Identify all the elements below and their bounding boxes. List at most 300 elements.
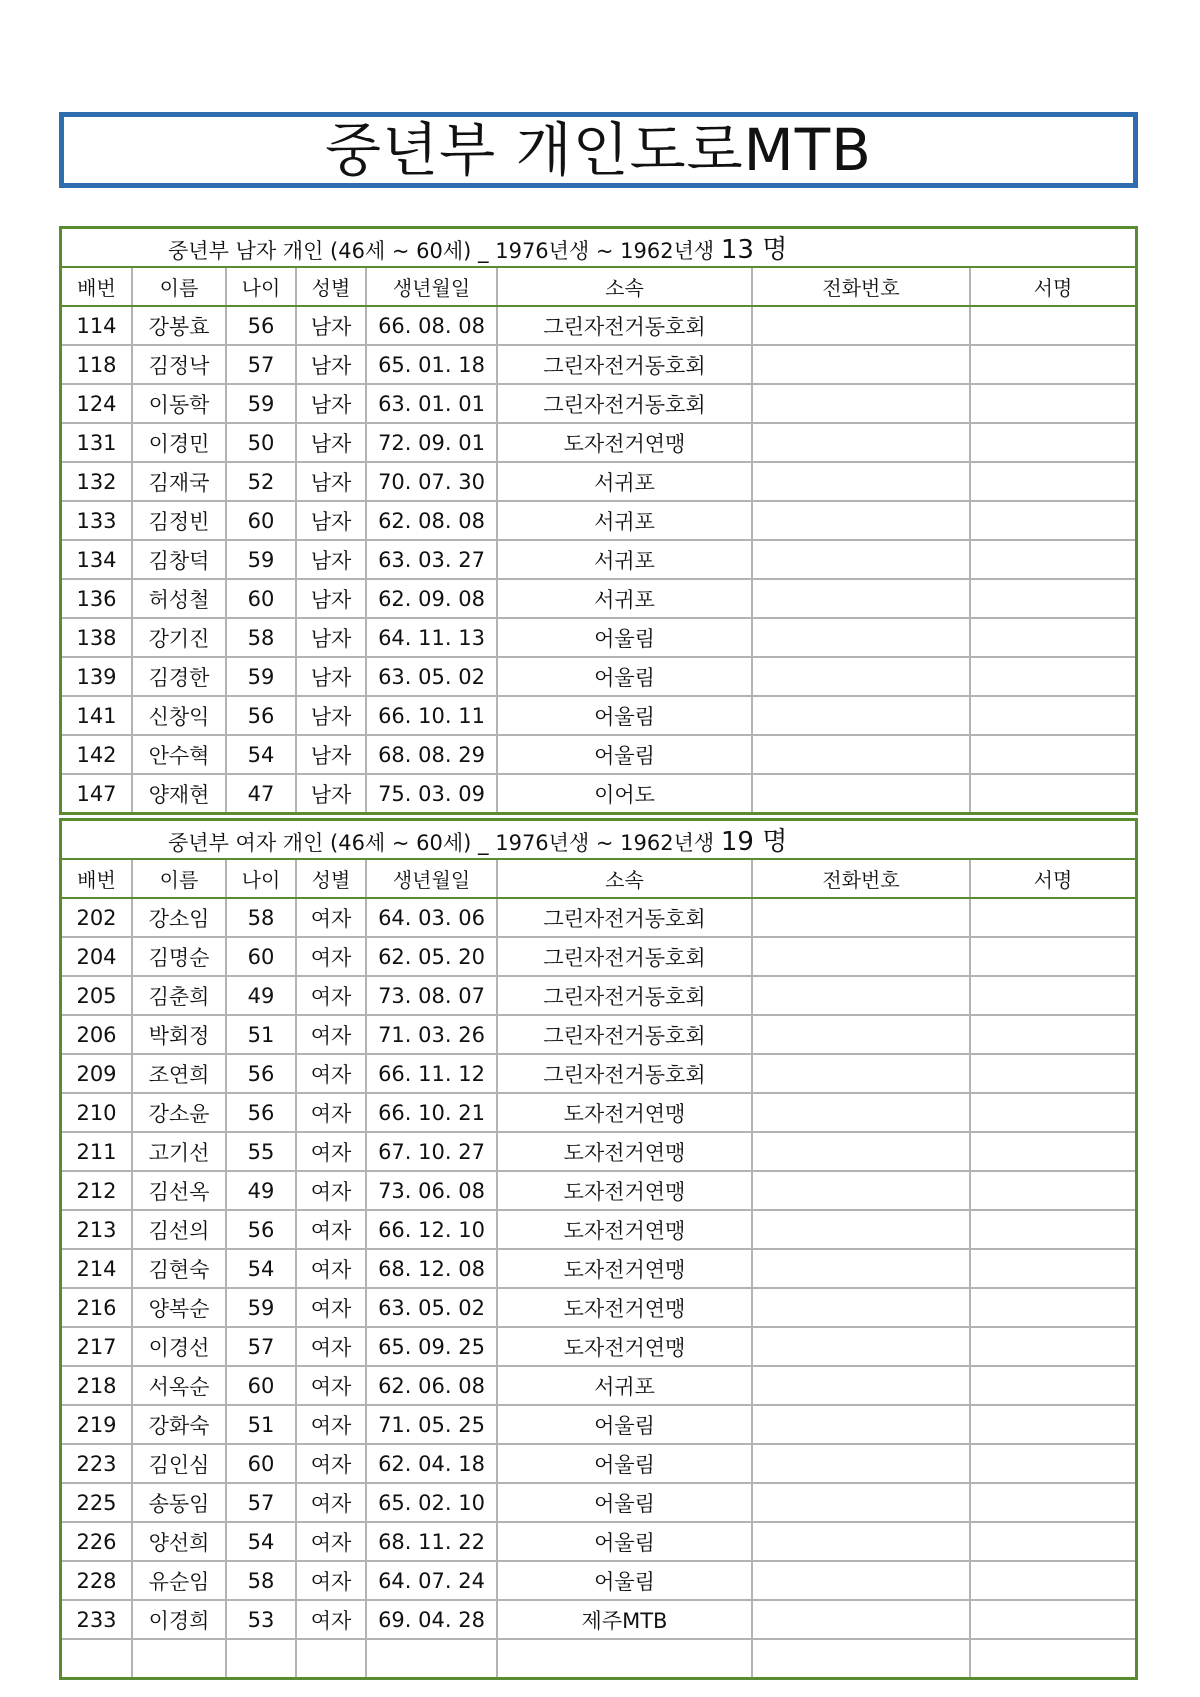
bib-cell: 136 (62, 579, 132, 618)
birthdate-cell: 75. 03. 09 (366, 774, 497, 812)
name-cell: 이동학 (132, 384, 226, 423)
name-cell: 김재국 (132, 462, 226, 501)
age-cell: 50 (226, 423, 296, 462)
phone-cell[interactable] (752, 1639, 970, 1677)
name-cell: 양선희 (132, 1522, 226, 1561)
birthdate-cell: 62. 09. 08 (366, 579, 497, 618)
gender-cell: 여자 (296, 1054, 366, 1093)
table-row (62, 735, 1135, 774)
gender-cell: 여자 (296, 1249, 366, 1288)
name-cell: 김현숙 (132, 1249, 226, 1288)
phone-cell[interactable] (752, 1444, 970, 1483)
age-cell: 49 (226, 1171, 296, 1210)
name-cell (132, 1639, 226, 1677)
age-cell: 51 (226, 1405, 296, 1444)
name-cell: 김정빈 (132, 501, 226, 540)
birthdate-cell: 63. 05. 02 (366, 657, 497, 696)
age-cell: 51 (226, 1015, 296, 1054)
phone-cell[interactable] (752, 462, 970, 501)
affiliation-cell: 서귀포 (497, 462, 752, 501)
signature-cell[interactable] (970, 1561, 1135, 1600)
men-table (59, 226, 1138, 815)
signature-cell[interactable] (970, 345, 1135, 384)
bib-cell: 218 (62, 1366, 132, 1405)
signature-cell[interactable] (970, 1171, 1135, 1210)
signature-cell[interactable] (970, 384, 1135, 423)
men-caption-text: 중년부 남자 개인 (46세 ~ 60세) _ 1976년생 ~ 1962년생 (168, 239, 715, 263)
table-row (62, 937, 1135, 976)
affiliation-cell: 그린자전거동호회 (497, 345, 752, 384)
name-cell: 안수혁 (132, 735, 226, 774)
table-row (62, 1522, 1135, 1561)
signature-cell[interactable] (970, 976, 1135, 1015)
birthdate-cell: 68. 08. 29 (366, 735, 497, 774)
name-cell: 송동임 (132, 1483, 226, 1522)
bib-cell: 124 (62, 384, 132, 423)
phone-cell[interactable] (752, 1483, 970, 1522)
phone-cell[interactable] (752, 423, 970, 462)
affiliation-cell: 도자전거연맹 (497, 1288, 752, 1327)
phone-cell[interactable] (752, 1132, 970, 1171)
gender-cell (296, 1639, 366, 1677)
affiliation-cell: 어울림 (497, 1522, 752, 1561)
table-row (62, 1210, 1135, 1249)
bib-cell: 139 (62, 657, 132, 696)
age-cell: 60 (226, 1366, 296, 1405)
bib-cell: 114 (62, 306, 132, 345)
name-cell: 김정낙 (132, 345, 226, 384)
phone-cell[interactable] (752, 1054, 970, 1093)
column-header-signature: 서명 (970, 859, 1135, 898)
affiliation-cell: 도자전거연맹 (497, 1327, 752, 1366)
signature-cell[interactable] (970, 657, 1135, 696)
name-cell: 박회정 (132, 1015, 226, 1054)
column-header-birthdate: 생년월일 (366, 859, 497, 898)
bib-cell (62, 1639, 132, 1677)
bib-cell: 133 (62, 501, 132, 540)
table-row (62, 1288, 1135, 1327)
column-header-age: 나이 (226, 859, 296, 898)
gender-cell: 남자 (296, 579, 366, 618)
signature-cell[interactable] (970, 1210, 1135, 1249)
phone-cell[interactable] (752, 696, 970, 735)
bib-cell: 223 (62, 1444, 132, 1483)
name-cell: 강봉효 (132, 306, 226, 345)
affiliation-cell: 어울림 (497, 1483, 752, 1522)
column-header-name: 이름 (132, 267, 226, 306)
bib-cell: 202 (62, 898, 132, 937)
affiliation-cell: 그린자전거동호회 (497, 937, 752, 976)
age-cell (226, 1639, 296, 1677)
birthdate-cell: 73. 06. 08 (366, 1171, 497, 1210)
gender-cell: 여자 (296, 976, 366, 1015)
phone-cell[interactable] (752, 1522, 970, 1561)
women-header-row (62, 859, 1135, 898)
age-cell: 59 (226, 657, 296, 696)
bib-cell: 134 (62, 540, 132, 579)
signature-cell[interactable] (970, 1015, 1135, 1054)
birthdate-cell: 64. 03. 06 (366, 898, 497, 937)
birthdate-cell: 64. 11. 13 (366, 618, 497, 657)
affiliation-cell: 그린자전거동호회 (497, 1015, 752, 1054)
affiliation-cell: 어울림 (497, 1444, 752, 1483)
name-cell: 조연희 (132, 1054, 226, 1093)
age-cell: 58 (226, 1561, 296, 1600)
gender-cell: 여자 (296, 1366, 366, 1405)
column-header-signature: 서명 (970, 267, 1135, 306)
name-cell: 서옥순 (132, 1366, 226, 1405)
birthdate-cell: 72. 09. 01 (366, 423, 497, 462)
column-header-birthdate: 생년월일 (366, 267, 497, 306)
birthdate-cell: 66. 08. 08 (366, 306, 497, 345)
birthdate-cell: 66. 12. 10 (366, 1210, 497, 1249)
gender-cell: 남자 (296, 735, 366, 774)
signature-cell[interactable] (970, 1093, 1135, 1132)
birthdate-cell: 63. 05. 02 (366, 1288, 497, 1327)
signature-cell[interactable] (970, 1483, 1135, 1522)
signature-cell[interactable] (970, 1639, 1135, 1677)
affiliation-cell: 서귀포 (497, 501, 752, 540)
bib-cell: 138 (62, 618, 132, 657)
table-row (62, 306, 1135, 345)
phone-cell[interactable] (752, 306, 970, 345)
bib-cell: 142 (62, 735, 132, 774)
age-cell: 59 (226, 1288, 296, 1327)
age-cell: 54 (226, 1522, 296, 1561)
signature-cell[interactable] (970, 618, 1135, 657)
gender-cell: 여자 (296, 1483, 366, 1522)
name-cell: 양재현 (132, 774, 226, 812)
gender-cell: 여자 (296, 1093, 366, 1132)
birthdate-cell: 68. 12. 08 (366, 1249, 497, 1288)
name-cell: 신창익 (132, 696, 226, 735)
gender-cell: 여자 (296, 1132, 366, 1171)
phone-cell[interactable] (752, 1210, 970, 1249)
age-cell: 56 (226, 306, 296, 345)
table-row (62, 1327, 1135, 1366)
gender-cell: 여자 (296, 898, 366, 937)
phone-cell[interactable] (752, 1600, 970, 1639)
bib-cell: 233 (62, 1600, 132, 1639)
birthdate-cell: 62. 04. 18 (366, 1444, 497, 1483)
age-cell: 60 (226, 1444, 296, 1483)
table-row (62, 1171, 1135, 1210)
phone-cell[interactable] (752, 1249, 970, 1288)
women-table (59, 818, 1138, 1680)
table-row (62, 1639, 1135, 1677)
age-cell: 56 (226, 1093, 296, 1132)
phone-cell[interactable] (752, 579, 970, 618)
birthdate-cell: 67. 10. 27 (366, 1132, 497, 1171)
phone-cell[interactable] (752, 501, 970, 540)
age-cell: 49 (226, 976, 296, 1015)
age-cell: 58 (226, 898, 296, 937)
phone-cell[interactable] (752, 1327, 970, 1366)
phone-cell[interactable] (752, 735, 970, 774)
name-cell: 이경선 (132, 1327, 226, 1366)
bib-cell: 226 (62, 1522, 132, 1561)
column-header-age: 나이 (226, 267, 296, 306)
age-cell: 54 (226, 735, 296, 774)
bib-cell: 132 (62, 462, 132, 501)
gender-cell: 남자 (296, 423, 366, 462)
table-row (62, 1132, 1135, 1171)
signature-cell[interactable] (970, 1522, 1135, 1561)
column-header-bib: 배번 (62, 859, 132, 898)
name-cell: 이경희 (132, 1600, 226, 1639)
affiliation-cell: 어울림 (497, 735, 752, 774)
gender-cell: 남자 (296, 345, 366, 384)
phone-cell[interactable] (752, 657, 970, 696)
bib-cell: 228 (62, 1561, 132, 1600)
birthdate-cell: 66. 10. 21 (366, 1093, 497, 1132)
signature-cell[interactable] (970, 898, 1135, 937)
age-cell: 57 (226, 1483, 296, 1522)
name-cell: 허성철 (132, 579, 226, 618)
phone-cell[interactable] (752, 976, 970, 1015)
age-cell: 47 (226, 774, 296, 812)
signature-cell[interactable] (970, 423, 1135, 462)
phone-cell[interactable] (752, 540, 970, 579)
name-cell: 강소윤 (132, 1093, 226, 1132)
birthdate-cell: 65. 01. 18 (366, 345, 497, 384)
birthdate-cell: 71. 03. 26 (366, 1015, 497, 1054)
bib-cell: 141 (62, 696, 132, 735)
gender-cell: 여자 (296, 1600, 366, 1639)
gender-cell: 여자 (296, 1288, 366, 1327)
phone-cell[interactable] (752, 1171, 970, 1210)
gender-cell: 여자 (296, 1561, 366, 1600)
bib-cell: 219 (62, 1405, 132, 1444)
affiliation-cell: 어울림 (497, 657, 752, 696)
birthdate-cell: 62. 05. 20 (366, 937, 497, 976)
affiliation-cell: 어울림 (497, 1405, 752, 1444)
name-cell: 강소임 (132, 898, 226, 937)
column-header-gender: 성별 (296, 267, 366, 306)
men-caption-row (62, 229, 1135, 267)
phone-cell[interactable] (752, 774, 970, 812)
name-cell: 김선의 (132, 1210, 226, 1249)
signature-cell[interactable] (970, 1327, 1135, 1366)
signature-cell[interactable] (970, 1288, 1135, 1327)
name-cell: 이경민 (132, 423, 226, 462)
phone-cell[interactable] (752, 384, 970, 423)
gender-cell: 여자 (296, 937, 366, 976)
name-cell: 김인심 (132, 1444, 226, 1483)
bib-cell: 213 (62, 1210, 132, 1249)
age-cell: 56 (226, 1210, 296, 1249)
signature-cell[interactable] (970, 937, 1135, 976)
age-cell: 57 (226, 1327, 296, 1366)
table-row (62, 1561, 1135, 1600)
affiliation-cell: 그린자전거동호회 (497, 306, 752, 345)
age-cell: 52 (226, 462, 296, 501)
table-row (62, 1015, 1135, 1054)
bib-cell: 217 (62, 1327, 132, 1366)
age-cell: 55 (226, 1132, 296, 1171)
table-row (62, 1600, 1135, 1639)
affiliation-cell: 그린자전거동호회 (497, 898, 752, 937)
gender-cell: 남자 (296, 774, 366, 812)
signature-cell[interactable] (970, 579, 1135, 618)
birthdate-cell: 65. 02. 10 (366, 1483, 497, 1522)
women-count: 19 명 (720, 827, 788, 857)
bib-cell: 209 (62, 1054, 132, 1093)
signature-cell[interactable] (970, 1444, 1135, 1483)
column-header-affiliation: 소속 (497, 267, 752, 306)
column-header-gender: 성별 (296, 859, 366, 898)
affiliation-cell: 제주MTB (497, 1600, 752, 1639)
table-row (62, 1249, 1135, 1288)
affiliation-cell: 그린자전거동호회 (497, 1054, 752, 1093)
affiliation-cell: 도자전거연맹 (497, 423, 752, 462)
table-row (62, 1444, 1135, 1483)
table-row (62, 696, 1135, 735)
age-cell: 60 (226, 937, 296, 976)
gender-cell: 여자 (296, 1522, 366, 1561)
women-tbody (62, 821, 1135, 1677)
signature-cell[interactable] (970, 1405, 1135, 1444)
gender-cell: 남자 (296, 540, 366, 579)
table-row (62, 540, 1135, 579)
column-header-bib: 배번 (62, 267, 132, 306)
birthdate-cell: 65. 09. 25 (366, 1327, 497, 1366)
table-row (62, 898, 1135, 937)
table-row (62, 1405, 1135, 1444)
table-row (62, 579, 1135, 618)
bib-cell: 204 (62, 937, 132, 976)
table-row (62, 1366, 1135, 1405)
phone-cell[interactable] (752, 345, 970, 384)
phone-cell[interactable] (752, 937, 970, 976)
signature-cell[interactable] (970, 1366, 1135, 1405)
name-cell: 강기진 (132, 618, 226, 657)
women-caption (62, 821, 1135, 859)
table-row (62, 657, 1135, 696)
gender-cell: 여자 (296, 1405, 366, 1444)
birthdate-cell: 66. 10. 11 (366, 696, 497, 735)
phone-cell[interactable] (752, 1288, 970, 1327)
affiliation-cell: 도자전거연맹 (497, 1093, 752, 1132)
birthdate-cell: 62. 06. 08 (366, 1366, 497, 1405)
gender-cell: 남자 (296, 462, 366, 501)
affiliation-cell: 그린자전거동호회 (497, 976, 752, 1015)
birthdate-cell: 70. 07. 30 (366, 462, 497, 501)
men-tbody (62, 229, 1135, 812)
gender-cell: 남자 (296, 618, 366, 657)
column-header-phone: 전화번호 (752, 859, 970, 898)
affiliation-cell: 어울림 (497, 696, 752, 735)
age-cell: 59 (226, 540, 296, 579)
table-row (62, 774, 1135, 812)
table-row (62, 501, 1135, 540)
age-cell: 59 (226, 384, 296, 423)
birthdate-cell: 69. 04. 28 (366, 1600, 497, 1639)
birthdate-cell: 66. 11. 12 (366, 1054, 497, 1093)
phone-cell[interactable] (752, 618, 970, 657)
signature-cell[interactable] (970, 1132, 1135, 1171)
page-title: 중년부 개인도로MTB (325, 116, 872, 184)
bib-cell: 210 (62, 1093, 132, 1132)
name-cell: 김명순 (132, 937, 226, 976)
birthdate-cell: 63. 01. 01 (366, 384, 497, 423)
signature-cell[interactable] (970, 735, 1135, 774)
birthdate-cell: 63. 03. 27 (366, 540, 497, 579)
column-header-affiliation: 소속 (497, 859, 752, 898)
gender-cell: 남자 (296, 657, 366, 696)
signature-cell[interactable] (970, 462, 1135, 501)
gender-cell: 남자 (296, 384, 366, 423)
phone-cell[interactable] (752, 1093, 970, 1132)
table-row (62, 1483, 1135, 1522)
signature-cell[interactable] (970, 501, 1135, 540)
gender-cell: 여자 (296, 1210, 366, 1249)
women-caption-row (62, 821, 1135, 859)
age-cell: 60 (226, 579, 296, 618)
phone-cell[interactable] (752, 1366, 970, 1405)
name-cell: 김창덕 (132, 540, 226, 579)
age-cell: 56 (226, 1054, 296, 1093)
signature-cell[interactable] (970, 1249, 1135, 1288)
table-row (62, 462, 1135, 501)
gender-cell: 여자 (296, 1327, 366, 1366)
bib-cell: 216 (62, 1288, 132, 1327)
bib-cell: 225 (62, 1483, 132, 1522)
affiliation-cell: 그린자전거동호회 (497, 384, 752, 423)
signature-cell[interactable] (970, 1054, 1135, 1093)
affiliation-cell: 서귀포 (497, 579, 752, 618)
bib-cell: 118 (62, 345, 132, 384)
age-cell: 53 (226, 1600, 296, 1639)
bib-cell: 212 (62, 1171, 132, 1210)
phone-cell[interactable] (752, 1015, 970, 1054)
birthdate-cell: 68. 11. 22 (366, 1522, 497, 1561)
signature-cell[interactable] (970, 696, 1135, 735)
signature-cell[interactable] (970, 540, 1135, 579)
signature-cell[interactable] (970, 306, 1135, 345)
name-cell: 김경한 (132, 657, 226, 696)
signature-cell[interactable] (970, 774, 1135, 812)
phone-cell[interactable] (752, 898, 970, 937)
affiliation-cell: 어울림 (497, 618, 752, 657)
affiliation-cell: 도자전거연맹 (497, 1132, 752, 1171)
phone-cell[interactable] (752, 1561, 970, 1600)
affiliation-cell: 어울림 (497, 1561, 752, 1600)
age-cell: 57 (226, 345, 296, 384)
phone-cell[interactable] (752, 1405, 970, 1444)
gender-cell: 여자 (296, 1444, 366, 1483)
birthdate-cell: 62. 08. 08 (366, 501, 497, 540)
bib-cell: 147 (62, 774, 132, 812)
gender-cell: 여자 (296, 1171, 366, 1210)
age-cell: 60 (226, 501, 296, 540)
name-cell: 유순임 (132, 1561, 226, 1600)
title-box (59, 112, 1138, 188)
age-cell: 56 (226, 696, 296, 735)
column-header-name: 이름 (132, 859, 226, 898)
age-cell: 54 (226, 1249, 296, 1288)
affiliation-cell: 도자전거연맹 (497, 1249, 752, 1288)
gender-cell: 남자 (296, 306, 366, 345)
name-cell: 강화숙 (132, 1405, 226, 1444)
signature-cell[interactable] (970, 1600, 1135, 1639)
birthdate-cell: 73. 08. 07 (366, 976, 497, 1015)
name-cell: 고기선 (132, 1132, 226, 1171)
affiliation-cell (497, 1639, 752, 1677)
women-caption-text: 중년부 여자 개인 (46세 ~ 60세) _ 1976년생 ~ 1962년생 (168, 831, 715, 855)
age-cell: 58 (226, 618, 296, 657)
affiliation-cell: 서귀포 (497, 1366, 752, 1405)
